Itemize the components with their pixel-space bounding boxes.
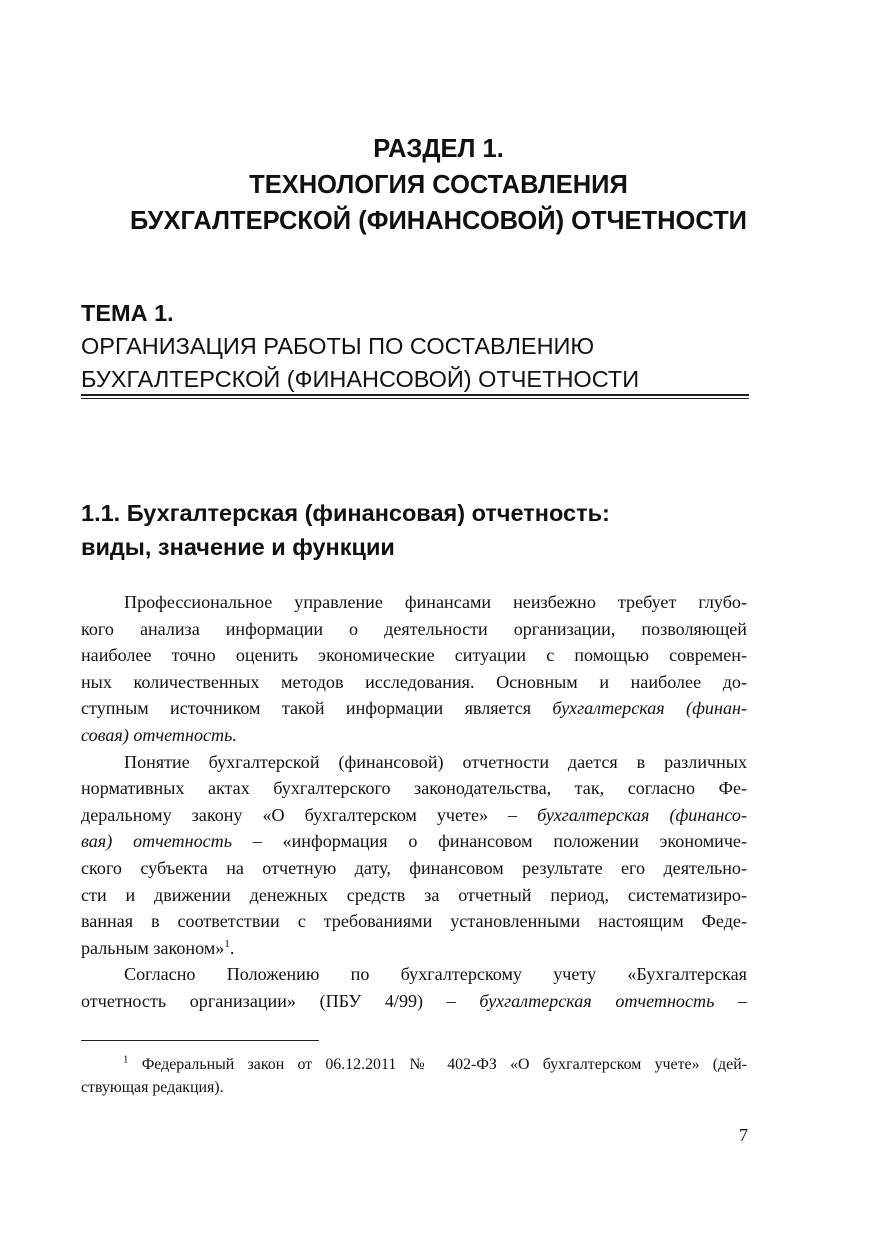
body-text [81,589,747,1015]
italic-term: совая) отчетность. [81,724,237,745]
italic-term: вая) отчетность [81,831,232,852]
topic-title-line: ОРГАНИЗАЦИЯ РАБОТЫ ПО СОСТАВЛЕНИЮ [81,333,595,359]
topic-title-line: БУХГАЛТЕРСКОЙ (ФИНАНСОВОЙ) ОТЧЕТНОСТИ [81,366,640,392]
paragraph-line: сти и движении денежных средств за отчетный период, систематизиро- [81,884,747,905]
text-run: – «информация о финансовом положении экономиче- [231,831,747,852]
footnote-text: Федеральный закон от 06.12.2011 № 402-ФЗ «О бухгалтерском учете» (дей- [128,1056,747,1073]
paragraph-line [81,722,747,749]
footnote-line: ствующая редакция). [81,1079,224,1096]
section-heading-line: РАЗДЕЛ 1. [373,135,504,163]
section-heading [60,131,817,239]
subsection-heading-line: виды, значение и функции [81,534,395,560]
heading-rule-thin [81,398,749,399]
subsection-heading [81,496,749,564]
footnote-reference[interactable]: 1 [224,937,230,950]
topic-heading [81,297,749,396]
paragraph-line: Согласно Положению по бухгалтерскому учету «Бухгалтерская [124,964,747,985]
italic-term: бухгалтерская (финан- [552,698,747,719]
paragraph-line: кого анализа информации о деятельности организации, позволяющей [81,618,747,639]
paragraph-line [81,695,747,722]
text-run: ступным источником такой информации является [81,698,553,719]
section-heading-line: ТЕХНОЛОГИЯ СОСТАВЛЕНИЯ [249,171,628,199]
footnote [81,1053,747,1099]
paragraph-line: ского субъекта на отчетную дату, финансовом результате его деятельно- [81,857,747,878]
page-number: 7 [739,1125,748,1145]
paragraph-line [81,988,747,1015]
text-run: деральному закону «О бухгалтерском учете» – [81,804,538,825]
paragraph-line: наиболее точно оценить экономические ситуации с помощью современ- [81,645,747,666]
subsection-heading-line: 1.1. Бухгалтерская (финансовая) отчетность: [81,500,610,526]
paragraph-line: ных количественных методов исследования. Основным и наиболее до- [81,671,747,692]
paragraph-line [81,802,747,829]
text-run: отчетность организации» (ПБУ 4/99) – [81,990,480,1011]
topic-label: ТЕМА 1. [81,300,174,326]
footnote-number: 1 [123,1053,129,1066]
text-run: ральным законом» [81,937,225,958]
paragraph-line: Профессиональное управление финансами неизбежно требует глубо- [124,592,747,612]
paragraph-line: Понятие бухгалтерской (финансовой) отчетности дается в различных [124,751,747,772]
italic-term: бухгалтерская (финансо- [537,804,748,825]
paragraph-line [81,828,747,855]
paragraph-line: ванная в соответствии с требованиями установленными настоящим Феде- [81,911,747,932]
footnote-separator [81,1040,319,1041]
text-run: . [229,937,235,958]
italic-term: бухгалтерская отчетность [479,990,715,1011]
paragraph-line [81,935,747,962]
paragraph-line: нормативных актах бухгалтерского законодательства, так, согласно Фе- [81,778,747,799]
text-run: – [714,990,747,1011]
section-heading-line: БУХГАЛТЕРСКОЙ (ФИНАНСОВОЙ) ОТЧЕТНОСТИ [129,207,748,235]
heading-rule-thick [81,394,749,396]
footnote-line [81,1053,747,1076]
